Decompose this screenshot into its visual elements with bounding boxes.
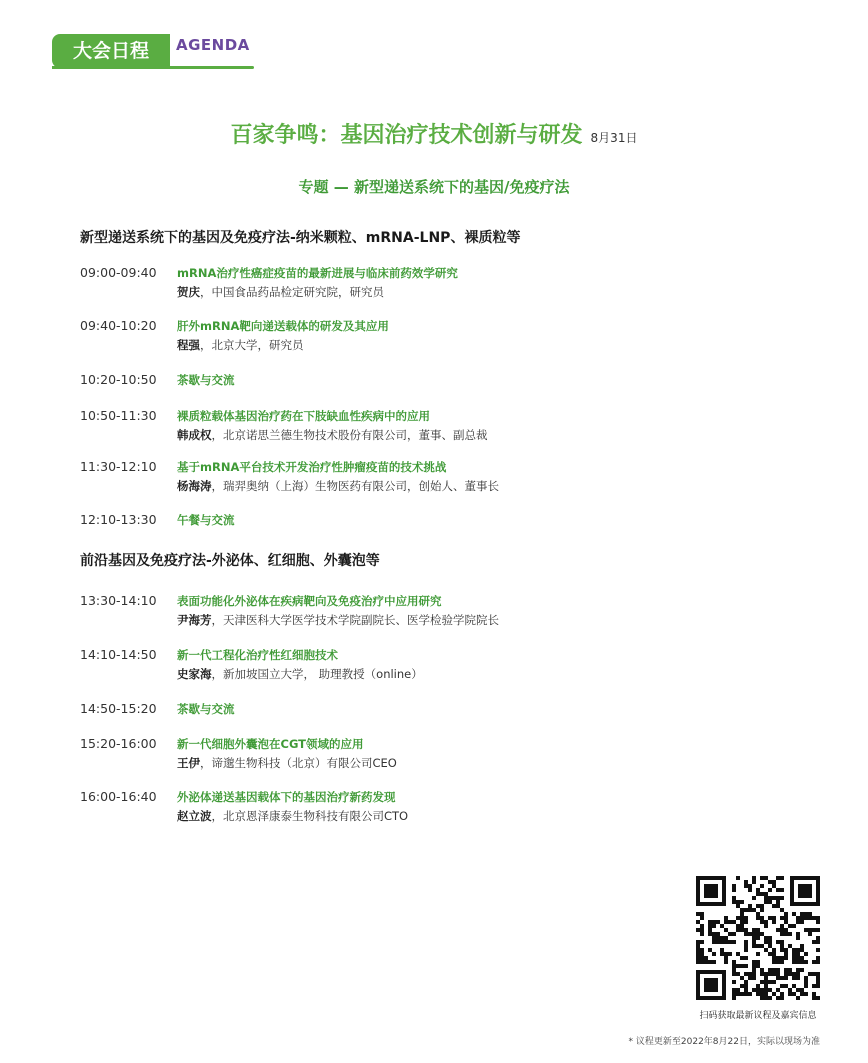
agenda-title: 肝外mRNA靶向递送载体的研发及其应用 bbox=[177, 319, 389, 333]
speaker-affiliation: ，北京恩泽康泰生物科技有限公司CTO bbox=[211, 809, 409, 823]
agenda-tag-cn: 大会日程 bbox=[52, 34, 170, 68]
agenda-title: mRNA治疗性癌症疫苗的最新进展与临床前药效学研究 bbox=[177, 266, 458, 280]
speaker-name: 史家海 bbox=[177, 667, 212, 681]
agenda-tag bbox=[52, 34, 254, 70]
agenda-time: 13:30-14:10 bbox=[80, 593, 157, 608]
agenda-speaker bbox=[177, 666, 423, 682]
page-date: 8月31日 bbox=[590, 131, 638, 145]
agenda-time: 14:10-14:50 bbox=[80, 647, 157, 662]
section-heading-2: 前沿基因及免疫疗法-外泌体、红细胞、外囊泡等 bbox=[80, 553, 380, 569]
speaker-affiliation: ，新加坡国立大学， 助理教授（online） bbox=[211, 667, 423, 681]
page-title-text: 百家争鸣：基因治疗技术创新与研发 bbox=[230, 123, 583, 148]
speaker-affiliation: ，瑞羿奥纳（上海）生物医药有限公司，创始人、董事长 bbox=[211, 479, 499, 493]
speaker-name: 赵立波 bbox=[177, 809, 212, 823]
agenda-time: 11:30-12:10 bbox=[80, 459, 157, 474]
agenda-title: 午餐与交流 bbox=[177, 513, 235, 527]
qr-code-icon[interactable] bbox=[694, 874, 822, 1002]
page-title bbox=[0, 118, 868, 149]
agenda-title: 基于mRNA平台技术开发治疗性肿瘤疫苗的技术挑战 bbox=[177, 460, 447, 474]
speaker-name: 程强 bbox=[177, 338, 200, 352]
section-heading-1: 新型递送系统下的基因及免疫疗法-纳米颗粒、mRNA-LNP、裸质粒等 bbox=[80, 230, 521, 246]
speaker-affiliation: ，中国食品药品检定研究院，研究员 bbox=[200, 285, 384, 299]
agenda-time: 09:40-10:20 bbox=[80, 318, 157, 333]
footnote: * 议程更新至2022年8月22日，实际以现场为准 bbox=[628, 1037, 820, 1047]
speaker-affiliation: ，北京诺思兰德生物技术股份有限公司，董事、副总裁 bbox=[211, 428, 488, 442]
speaker-name: 韩成权 bbox=[177, 428, 212, 442]
agenda-time: 12:10-13:30 bbox=[80, 512, 157, 527]
agenda-time: 14:50-15:20 bbox=[80, 701, 157, 716]
agenda-title: 表面功能化外泌体在疾病靶向及免疫治疗中应用研究 bbox=[177, 594, 442, 608]
agenda-speaker bbox=[177, 427, 488, 443]
agenda-title: 茶歇与交流 bbox=[177, 373, 235, 387]
agenda-title: 新一代工程化治疗性红细胞技术 bbox=[177, 648, 338, 662]
qr-caption: 扫码获取最新议程及嘉宾信息 bbox=[699, 1011, 817, 1021]
agenda-title: 外泌体递送基因载体下的基因治疗新药发现 bbox=[177, 790, 396, 804]
agenda-speaker bbox=[177, 478, 499, 494]
speaker-affiliation: ，谛邈生物科技（北京）有限公司CEO bbox=[200, 756, 397, 770]
page-subtitle: 专题 — 新型递送系统下的基因/免疫疗法 bbox=[298, 178, 570, 196]
agenda-title: 茶歇与交流 bbox=[177, 702, 235, 716]
agenda-time: 10:20-10:50 bbox=[80, 372, 157, 387]
agenda-tag-underline bbox=[52, 66, 254, 69]
agenda-time: 10:50-11:30 bbox=[80, 408, 157, 423]
agenda-speaker bbox=[177, 808, 408, 824]
speaker-name: 王伊 bbox=[177, 756, 200, 770]
agenda-time: 16:00-16:40 bbox=[80, 789, 157, 804]
agenda-title: 裸质粒载体基因治疗药在下肢缺血性疾病中的应用 bbox=[177, 409, 430, 423]
speaker-name: 杨海涛 bbox=[177, 479, 212, 493]
agenda-tag-en: AGENDA bbox=[176, 36, 250, 54]
speaker-affiliation: ，天津医科大学医学技术学院副院长、医学检验学院院长 bbox=[211, 613, 499, 627]
speaker-name: 尹海芳 bbox=[177, 613, 212, 627]
agenda-time: 09:00-09:40 bbox=[80, 265, 157, 280]
speaker-name: 贺庆 bbox=[177, 285, 200, 299]
agenda-speaker bbox=[177, 337, 304, 353]
agenda-title: 新一代细胞外囊泡在CGT领域的应用 bbox=[177, 737, 364, 751]
speaker-affiliation: ，北京大学，研究员 bbox=[200, 338, 304, 352]
agenda-speaker bbox=[177, 755, 397, 771]
agenda-speaker bbox=[177, 284, 384, 300]
agenda-time: 15:20-16:00 bbox=[80, 736, 157, 751]
agenda-speaker bbox=[177, 612, 499, 628]
